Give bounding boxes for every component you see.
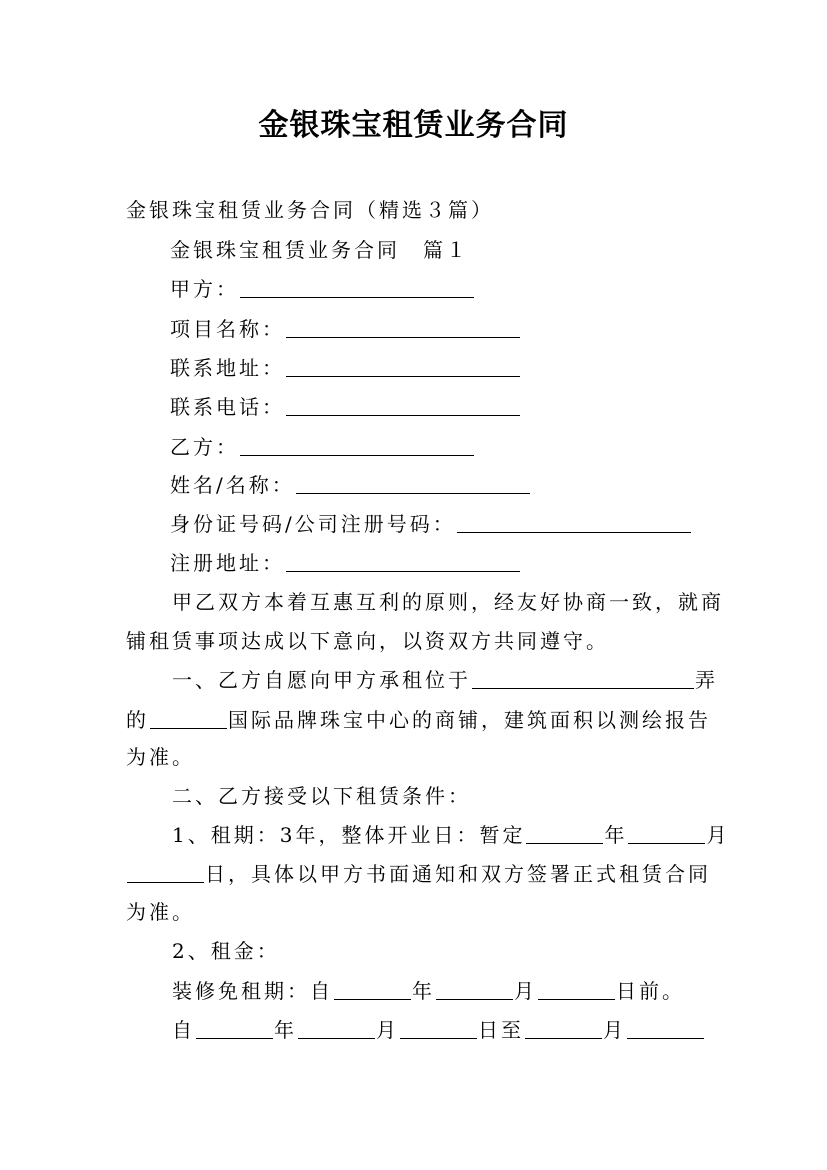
- term-line-2: [126, 854, 711, 894]
- decoration-year-label: 年: [412, 979, 435, 1003]
- period-day-to: 日至: [478, 1018, 524, 1042]
- contact-phone-blank: [286, 393, 520, 416]
- clause-1-center: 国际品牌珠宝中心的商铺，建筑面积以测绘报告: [228, 708, 711, 732]
- term-year-label: 年: [604, 823, 628, 847]
- registered-address-label: 注册地址：: [170, 551, 285, 575]
- decoration-year-blank: [334, 977, 411, 1000]
- period-month2-label: 月: [603, 1018, 626, 1042]
- clause-1-text: 一、乙方自愿向甲方承租位于: [126, 668, 471, 692]
- period-from: 自: [126, 1018, 195, 1042]
- project-name-field: [126, 309, 702, 349]
- period-year-label: 年: [274, 1018, 297, 1042]
- term-day-text: 日，具体以甲方书面通知和双方签署正式租赁合同: [205, 862, 711, 886]
- intro-line-2: 铺租赁事项达成以下意向，以资双方共同遵守。: [126, 629, 609, 653]
- contact-phone-label: 联系电话：: [170, 395, 285, 419]
- id-number-label: 身份证号码/公司注册号码：: [170, 512, 456, 536]
- decoration-text: 装修免租期：自: [126, 979, 333, 1003]
- clause-1-line-1: [126, 660, 718, 700]
- contact-address-field: [126, 348, 702, 388]
- term-line-1: [126, 815, 730, 855]
- contact-address-blank: [286, 354, 520, 377]
- registered-address-blank: [286, 549, 520, 572]
- center-name-blank: [150, 706, 227, 729]
- party-a-field: [126, 269, 702, 309]
- term-text: 1、租期：3年，整体开业日：暂定: [126, 823, 526, 847]
- location-blank: [472, 666, 694, 689]
- clause-1-line-2: [126, 700, 711, 740]
- clause-2-heading: 二、乙方接受以下租赁条件：: [126, 784, 471, 808]
- decoration-day-blank: [538, 977, 615, 1000]
- term-month-blank: [628, 821, 705, 844]
- decoration-day-text: 日前。: [616, 979, 685, 1003]
- name-blank: [296, 471, 530, 494]
- decoration-line: [126, 971, 702, 1011]
- term-year-blank: [526, 821, 603, 844]
- rent-heading: 2、租金：: [126, 939, 280, 963]
- clause-1-line-3: 为准。: [126, 745, 195, 769]
- period-end-blank: [627, 1016, 704, 1039]
- decoration-month-blank: [436, 977, 513, 1000]
- contact-phone-field: [126, 387, 702, 427]
- document-title: 金银珠宝租赁业务合同: [258, 108, 569, 143]
- project-name-blank: [286, 315, 520, 338]
- contact-address-label: 联系地址：: [170, 356, 285, 380]
- term-line-3: 为准。: [126, 900, 195, 924]
- term-month-label: 月: [706, 823, 730, 847]
- period-day-blank: [400, 1016, 477, 1039]
- section-heading: 金银珠宝租赁业务合同 篇１: [170, 238, 469, 262]
- party-b-blank: [240, 433, 474, 456]
- document-subtitle: 金银珠宝租赁业务合同（精选３篇）: [126, 198, 494, 222]
- period-month-label: 月: [376, 1018, 399, 1042]
- period-month-blank: [298, 1016, 375, 1039]
- clause-1-lane: 弄: [695, 668, 718, 692]
- party-b-label: 乙方：: [170, 435, 239, 459]
- id-number-field: [126, 504, 702, 544]
- id-number-blank: [457, 510, 691, 533]
- decoration-month-label: 月: [514, 979, 537, 1003]
- clause-1-of: 的: [126, 708, 149, 732]
- project-name-label: 项目名称：: [170, 317, 285, 341]
- period-year-blank: [196, 1016, 273, 1039]
- intro-line-1: 甲乙双方本着互惠互利的原则，经友好协商一致，就商: [126, 590, 724, 614]
- period-to-blank: [525, 1016, 602, 1039]
- name-label: 姓名/名称：: [170, 473, 295, 497]
- term-day-blank: [127, 860, 204, 883]
- party-a-blank: [240, 275, 474, 298]
- party-b-field: [126, 427, 702, 467]
- name-field: [126, 465, 702, 505]
- party-a-label: 甲方：: [170, 277, 239, 301]
- registered-address-field: [126, 543, 702, 583]
- period-line: [126, 1010, 702, 1050]
